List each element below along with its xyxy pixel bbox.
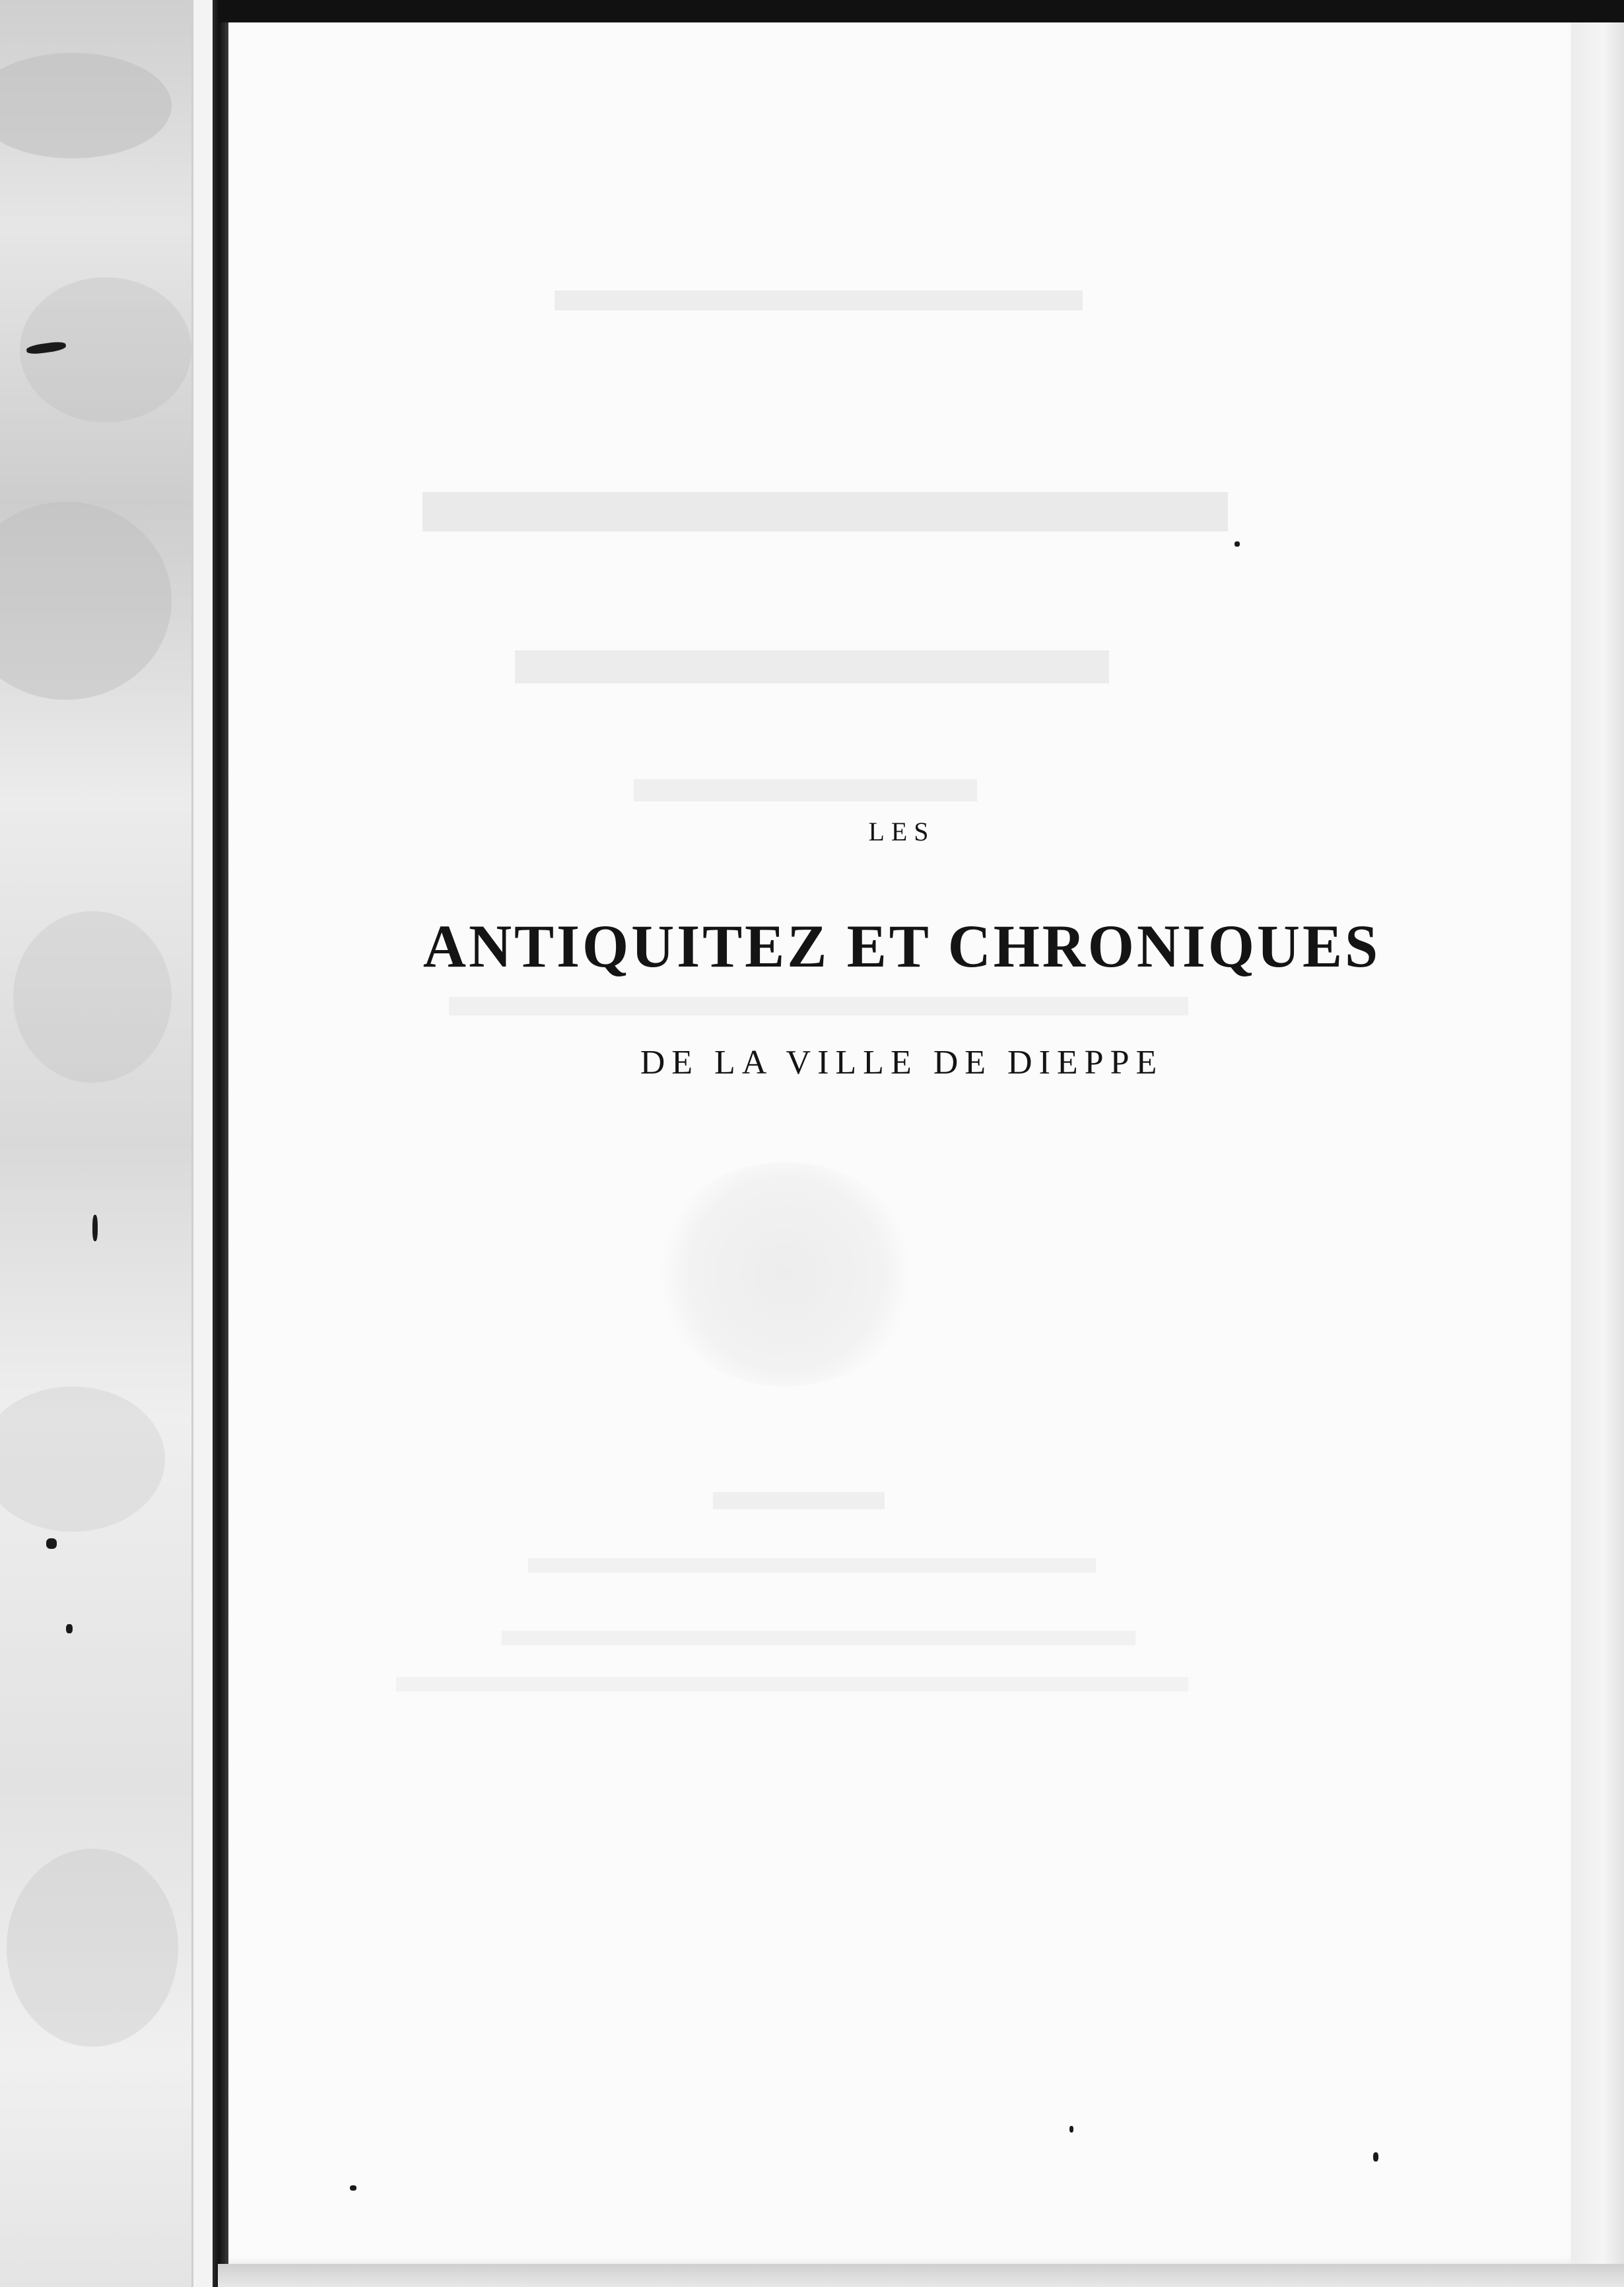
ink-speck (66, 1624, 73, 1633)
page-bottom-edge (218, 2264, 1624, 2287)
page-subtitle: DE LA VILLE DE DIEPPE (640, 1044, 1164, 1081)
show-through-line (396, 1677, 1188, 1691)
show-through-line (528, 1558, 1096, 1573)
scan-top-border (218, 0, 1624, 22)
cover-stain (13, 911, 172, 1083)
show-through-line (502, 1631, 1135, 1645)
show-through-line (713, 1492, 885, 1509)
cover-stain (7, 1849, 178, 2047)
show-through-line (555, 290, 1083, 310)
cover-stain (0, 1386, 165, 1532)
cover-stain (0, 502, 172, 700)
title-kicker: LES (868, 817, 935, 846)
ink-speck (92, 1215, 98, 1241)
ink-speck (46, 1538, 57, 1549)
ink-speck (1235, 541, 1240, 547)
page-fore-edge (1571, 22, 1624, 2287)
page-title: ANTIQUITEZ ET CHRONIQUES (423, 912, 1381, 980)
gutter-shadow (213, 0, 228, 2287)
show-through-line (423, 492, 1228, 531)
ink-speck (1069, 2126, 1073, 2133)
paper-sheet (228, 22, 1575, 2264)
show-through-seal (654, 1162, 918, 1386)
show-through-line (515, 650, 1109, 683)
show-through-line (634, 779, 977, 802)
book-cover-edge (0, 0, 191, 2287)
ink-speck (1373, 2152, 1378, 2162)
cover-stain (0, 53, 172, 158)
show-through-line (449, 997, 1188, 1015)
ink-speck (350, 2185, 356, 2191)
